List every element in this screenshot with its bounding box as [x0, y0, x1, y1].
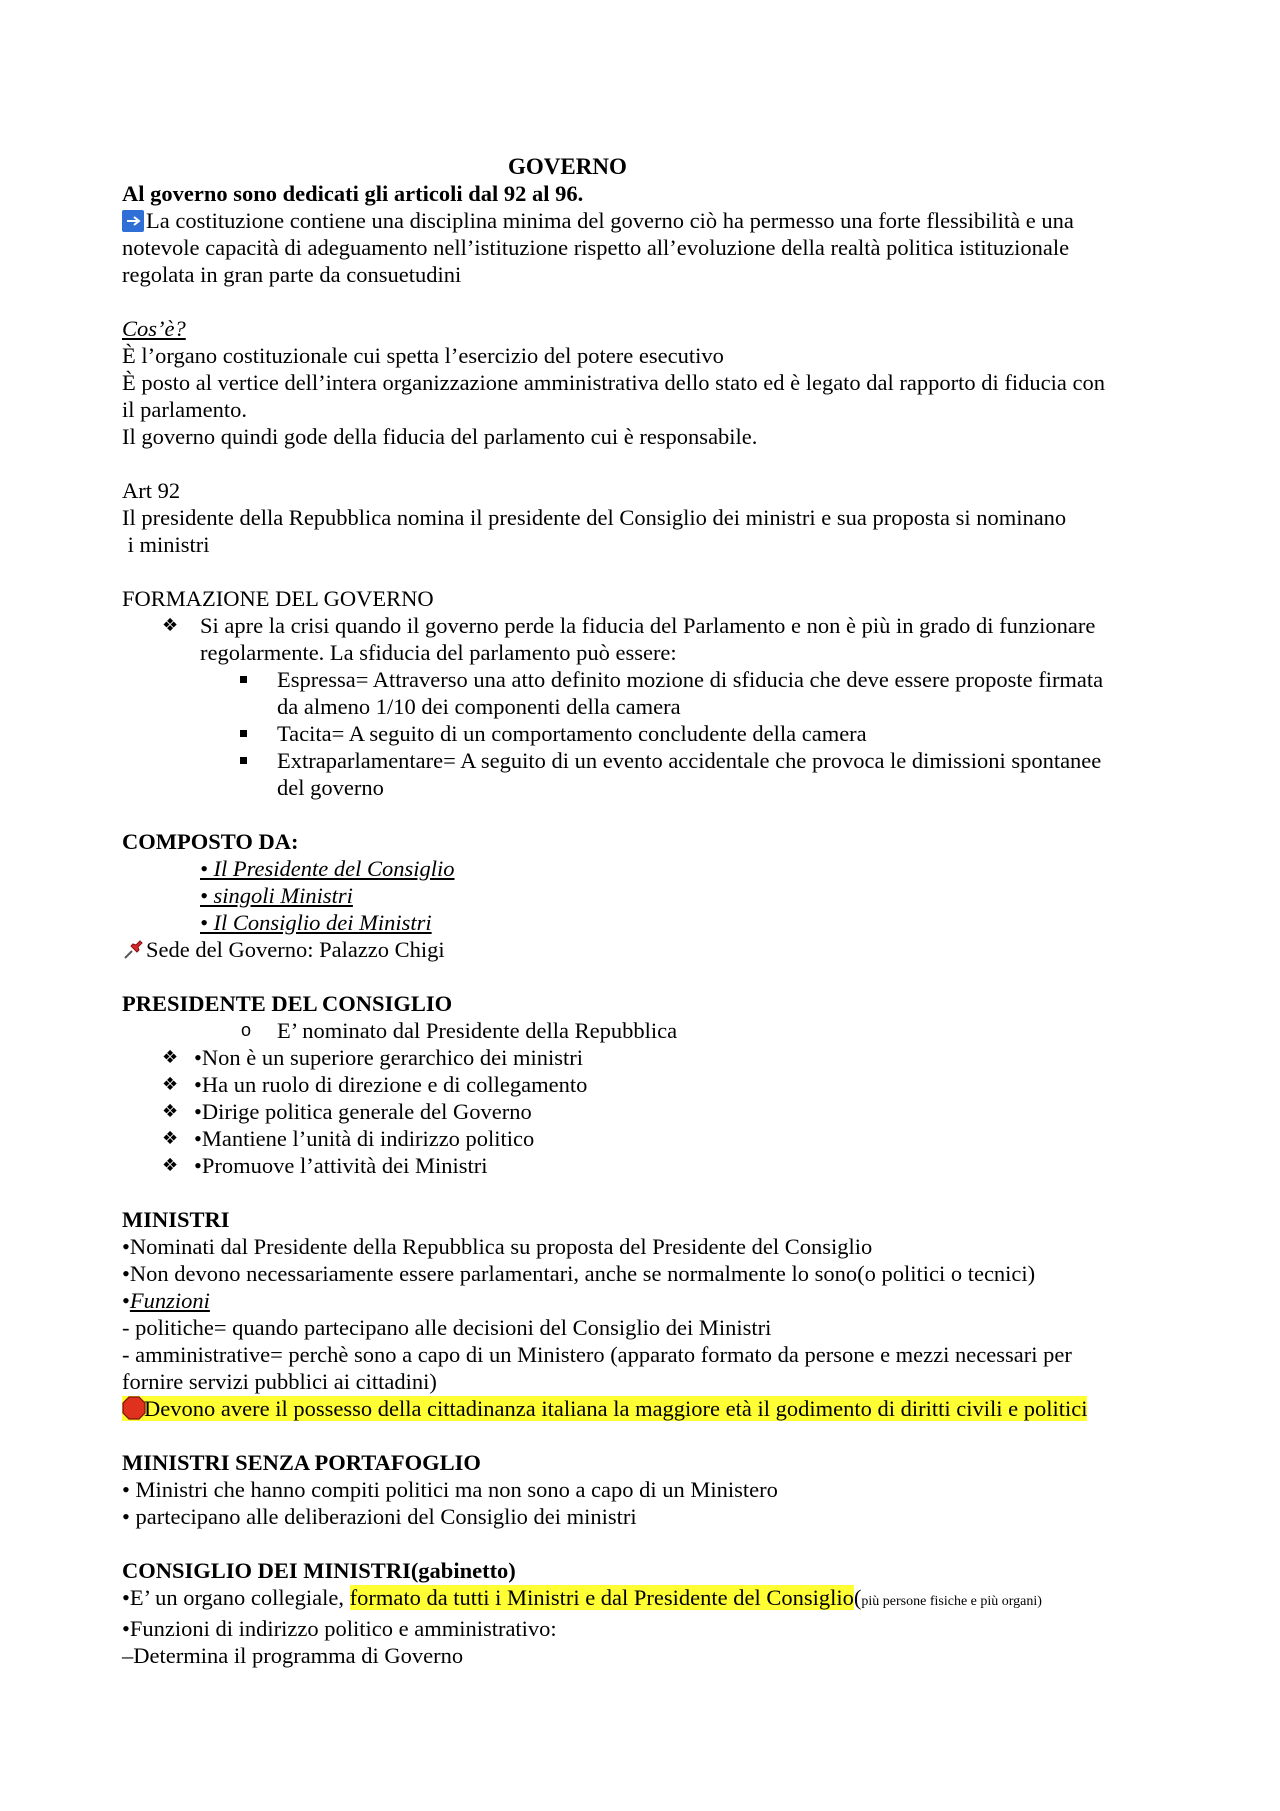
circle-bullet-icon: o — [241, 1020, 252, 1040]
presidente-item: ❖ •Non è un superiore gerarchico dei ministri — [162, 1045, 584, 1070]
composto-item: • singoli Ministri — [200, 883, 353, 908]
senza-line: • partecipano alle deliberazioni del Consiglio dei ministri — [122, 1504, 637, 1529]
stop-sign-icon — [122, 1396, 144, 1418]
art92-line: Il presidente della Repubblica nomina il presidente del Consiglio dei ministri e sua proposta si nominano — [122, 505, 1067, 530]
ministri-line: •Nominati dal Presidente della Repubblica su proposta del Presidente del Consiglio — [122, 1234, 873, 1259]
intro-line-1: La costituzione contiene una disciplina minima del governo ciò ha permesso una forte flessibilità e una — [122, 207, 1182, 234]
cose-line: Il governo quindi gode della fiducia del parlamento cui è responsabile. — [122, 424, 758, 449]
art92-heading: Art 92 — [122, 478, 181, 503]
square-bullet-icon — [240, 730, 247, 737]
diamond-bullet-icon: ❖ — [162, 1047, 179, 1068]
cose-heading: Cos’è? — [122, 316, 186, 341]
intro-heading: Al governo sono dedicati gli articoli dal 92 al 96. — [122, 181, 584, 206]
art92-line: i ministri — [122, 532, 210, 557]
formazione-heading: FORMAZIONE DEL GOVERNO — [122, 586, 434, 611]
intro-line-2: notevole capacità di adeguamento nell’istituzione rispetto all’evoluzione della realtà politica istituzionale — [122, 235, 1070, 260]
page-title: GOVERNO — [508, 154, 627, 179]
ministri-line: •Non devono necessariamente essere parlamentari, anche se normalmente lo sono(o politici o tecnici) — [122, 1261, 1036, 1286]
diamond-bullet-icon: ❖ — [162, 1101, 179, 1122]
senza-line: • Ministri che hanno compiti politici ma non sono a capo di un Ministero — [122, 1477, 778, 1502]
presidente-item: ❖ •Dirige politica generale del Governo — [162, 1099, 532, 1124]
sfiducia-item: Extraparlamentare= A seguito di un evento accidentale che provoca le dimissioni spontanee del governo — [122, 747, 1182, 801]
presidente-heading: PRESIDENTE DEL CONSIGLIO — [122, 991, 453, 1016]
ministri-heading: MINISTRI — [122, 1207, 230, 1232]
cose-line: È l’organo costituzionale cui spetta l’esercizio del potere esecutivo — [122, 343, 724, 368]
diamond-bullet-icon: ❖ — [162, 1128, 179, 1149]
intro-line-3: regolata in gran parte da consuetudini — [122, 262, 462, 287]
pushpin-icon — [122, 937, 144, 959]
presidente-circle-item: o E’ nominato dal Presidente della Repubblica — [241, 1018, 678, 1043]
ministri-line: - politiche= quando partecipano alle decisioni del Consiglio dei Ministri — [122, 1315, 772, 1340]
composto-item: • Il Consiglio dei Ministri — [200, 910, 432, 935]
requisiti-line: Devono avere il possesso della cittadinanza italiana la maggiore età il godimento di diritti civili e politici — [122, 1395, 1182, 1422]
funzioni-line: •Funzioni — [122, 1288, 210, 1313]
composto-item: • Il Presidente del Consiglio — [200, 856, 455, 881]
senza-heading: MINISTRI SENZA PORTAFOGLIO — [122, 1450, 481, 1475]
sede-line: Sede del Governo: Palazzo Chigi — [122, 936, 1182, 963]
composto-heading: COMPOSTO DA: — [122, 829, 299, 854]
cose-line: il parlamento. — [122, 397, 247, 422]
presidente-item: ❖ •Ha un ruolo di direzione e di collegamento — [162, 1072, 588, 1097]
consiglio-heading: CONSIGLIO DEI MINISTRI(gabinetto) — [122, 1558, 516, 1583]
document-content — [122, 153, 1182, 1669]
ministri-line: fornire servizi pubblici ai cittadini) — [122, 1369, 437, 1394]
ministri-line: - amministrative= perchè sono a capo di un Ministero (apparato formato da persone e mezzi necessari per — [122, 1342, 1072, 1367]
consiglio-line: –Determina il programma di Governo — [122, 1643, 464, 1668]
presidente-item: ❖ •Mantiene l’unità di indirizzo politico — [162, 1126, 535, 1151]
diamond-bullet-icon: ❖ — [162, 615, 179, 636]
cose-line: È posto al vertice dell’intera organizzazione amministrativa dello stato ed è legato dal rapporto di fiducia con — [122, 370, 1105, 395]
square-bullet-icon — [240, 676, 247, 683]
consiglio-line: •Funzioni di indirizzo politico e amministrativo: — [122, 1616, 557, 1641]
sfiducia-item: Tacita= A seguito di un comportamento concludente della camera — [122, 720, 1182, 747]
presidente-item: ❖ •Promuove l’attività dei Ministri — [162, 1153, 488, 1178]
formazione-diamond-item: ❖ Si apre la crisi quando il governo perde la fiducia del Parlamento e non è più in grado di funzionare regolarmente. La sfiducia del parlamento può essere: — [162, 613, 1096, 665]
right-arrow-icon — [122, 210, 144, 232]
diamond-bullet-icon: ❖ — [162, 1155, 179, 1176]
square-bullet-icon — [240, 757, 247, 764]
diamond-bullet-icon: ❖ — [162, 1074, 179, 1095]
consiglio-line: •E’ un organo collegiale, formato da tutti i Ministri e dal Presidente del Consiglio(più persone fisiche e più organi) — [122, 1585, 1042, 1610]
sfiducia-item: Espressa= Attraverso una atto definito mozione di sfiducia che deve essere proposte firmata da almeno 1/10 dei componenti della camera — [122, 666, 1182, 720]
